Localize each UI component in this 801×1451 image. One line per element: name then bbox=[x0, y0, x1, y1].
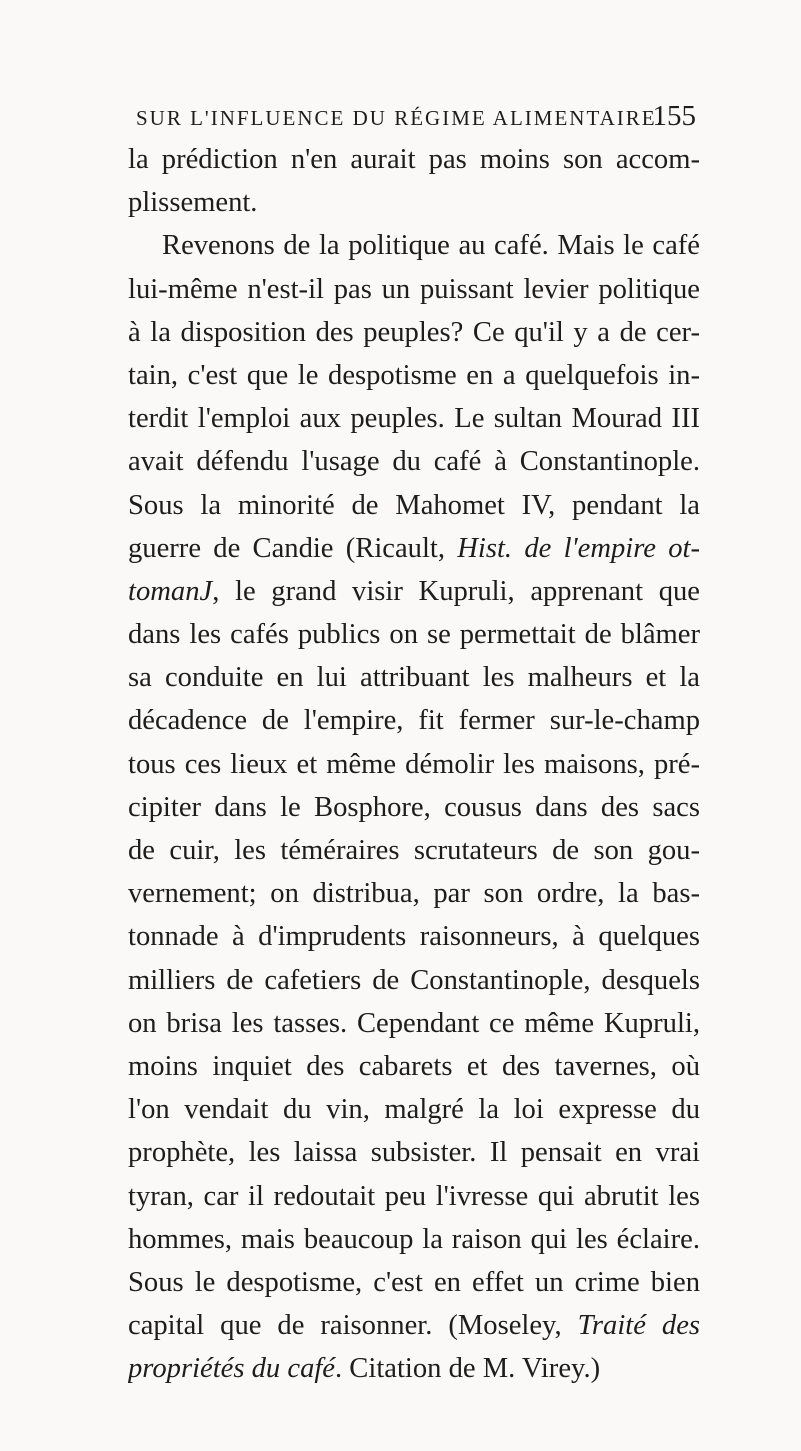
text-line: plissement. bbox=[128, 187, 258, 219]
text-line: Sous le despotisme, c'est en effet un crime bien bbox=[128, 1266, 700, 1298]
text-line: avait défendu l'usage du café à Constantinople. bbox=[128, 446, 700, 478]
text-line: vernement; on distribua, par son ordre, la bas- bbox=[128, 878, 700, 910]
text-line-mixed bbox=[128, 1347, 700, 1390]
text-line: tous ces lieux et même démolir les maisons, pré- bbox=[128, 748, 700, 780]
italic-run: Traité des bbox=[577, 1310, 700, 1342]
text-line: Revenons de la politique au café. Mais le café bbox=[162, 230, 700, 262]
text-line: lui-même n'est-il pas un puissant levier politique bbox=[128, 273, 700, 305]
text-line: cipiter dans le Bosphore, cousus dans des sacs bbox=[128, 791, 700, 823]
text-line: Sous la minorité de Mahomet IV, pendant la bbox=[128, 489, 700, 521]
page-number: 155 bbox=[652, 100, 696, 132]
text-line: tain, c'est que le despotisme en a quelquefois in- bbox=[128, 359, 700, 391]
text-run: capital que de raisonner. (Moseley, bbox=[128, 1310, 578, 1342]
text-run: guerre de Candie (Ricault, bbox=[128, 532, 458, 564]
text-run: , le grand visir Kupruli, apprenant que bbox=[212, 575, 700, 607]
italic-run: Hist. de l'empire ot- bbox=[457, 532, 700, 564]
running-title: SUR L'INFLUENCE DU RÉGIME ALIMENTAIRE. bbox=[136, 106, 664, 130]
text-line: de cuir, les téméraires scrutateurs de son gou- bbox=[128, 835, 700, 866]
text-line: dans les cafés publics on se permettait de blâmer bbox=[128, 619, 700, 651]
text-line: terdit l'emploi aux peuples. Le sultan Mourad III bbox=[128, 403, 700, 435]
italic-run: propriétés du café bbox=[128, 1353, 335, 1385]
text-line: prophète, les laissa subsister. Il pensait en vrai bbox=[128, 1137, 700, 1169]
body-text bbox=[128, 138, 700, 1390]
text-line: sa conduite en lui attribuant les malheurs et la bbox=[128, 662, 700, 694]
text-line-mixed bbox=[128, 1304, 700, 1347]
text-line: tyran, car il redoutait peu l'ivresse qui abrutit les bbox=[128, 1180, 700, 1212]
text-line: décadence de l'empire, fit fermer sur-le-champ bbox=[128, 705, 700, 737]
text-line: hommes, mais beaucoup la raison qui les éclaire. bbox=[128, 1223, 700, 1255]
text-line: tonnade à d'imprudents raisonneurs, à quelques bbox=[128, 921, 700, 953]
text-line: la prédiction n'en aurait pas moins son accom- bbox=[128, 144, 700, 175]
text-line: à la disposition des peuples? Ce qu'il y a de cer- bbox=[128, 316, 700, 348]
text-line: on brisa les tasses. Cependant ce même Kupruli, bbox=[128, 1007, 700, 1039]
running-header bbox=[136, 100, 696, 132]
text-line-mixed bbox=[128, 527, 700, 570]
text-line: moins inquiet des cabarets et des tavernes, où bbox=[128, 1050, 700, 1082]
text-run: . Citation de M. Virey.) bbox=[335, 1353, 601, 1385]
italic-run: tomanJ bbox=[128, 575, 213, 607]
text-line: milliers de cafetiers de Constantinople, desquels bbox=[128, 964, 700, 996]
text-line: l'on vendait du vin, malgré la loi expresse du bbox=[128, 1094, 700, 1126]
text-line-mixed bbox=[128, 570, 700, 613]
